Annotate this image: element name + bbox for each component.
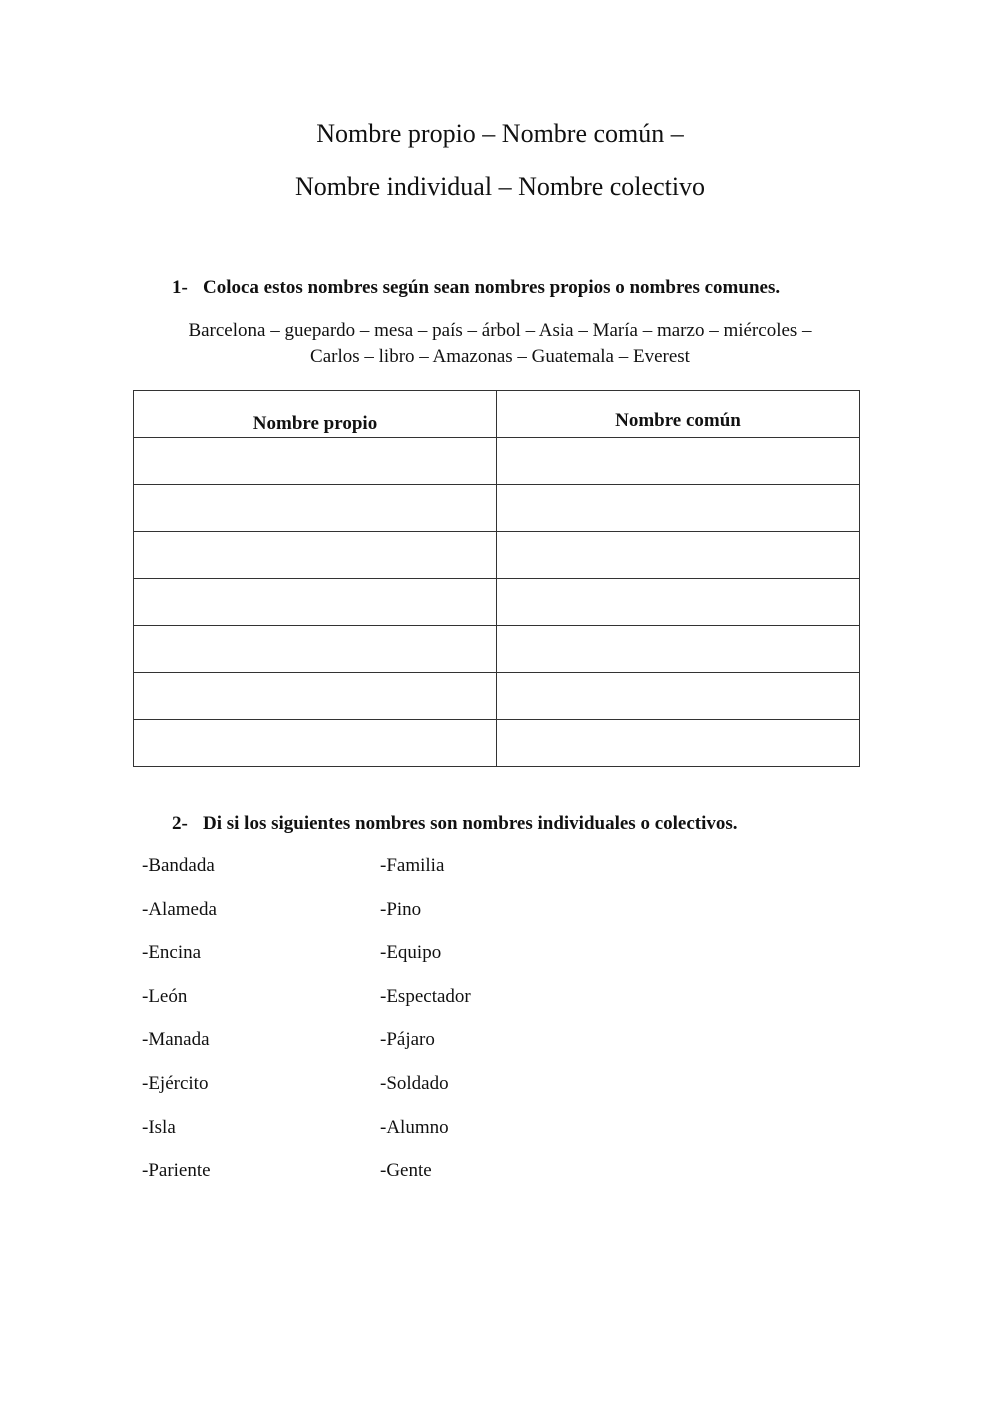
question-2-text: Di si los siguientes nombres son nombres individuales o colectivos. bbox=[203, 813, 738, 834]
answer-cell-comun[interactable] bbox=[497, 579, 860, 626]
answer-cell-comun[interactable] bbox=[497, 626, 860, 673]
question-2-number: 2- bbox=[172, 813, 188, 834]
list-item: -Bandada bbox=[142, 855, 215, 876]
table-row bbox=[134, 673, 860, 720]
list-item: -Pino bbox=[380, 898, 422, 920]
answer-cell-propio[interactable] bbox=[134, 626, 497, 673]
question-1-text: Coloca estos nombres según sean nombres propios o nombres comunes. bbox=[203, 277, 781, 298]
question-1-number: 1- bbox=[172, 277, 188, 298]
question-1-heading bbox=[172, 276, 780, 300]
list-item: -Alumno bbox=[380, 1116, 449, 1138]
word-list-left bbox=[142, 854, 217, 1203]
answer-cell-propio[interactable] bbox=[134, 720, 497, 767]
answer-cell-propio[interactable] bbox=[134, 438, 497, 485]
word-bank-line-2: Carlos – libro – Amazonas – Guatemala – Everest bbox=[310, 346, 690, 367]
answer-cell-comun[interactable] bbox=[497, 720, 860, 767]
answer-cell-comun[interactable] bbox=[497, 673, 860, 720]
table-row bbox=[134, 438, 860, 485]
question-2-heading bbox=[172, 812, 738, 836]
list-item: -Ejército bbox=[142, 1072, 209, 1094]
answer-cell-propio[interactable] bbox=[134, 579, 497, 626]
page-title-line-1: Nombre propio – Nombre común – bbox=[316, 119, 684, 148]
page-title-line-2: Nombre individual – Nombre colectivo bbox=[294, 172, 706, 201]
list-item: -Familia bbox=[380, 855, 445, 876]
answer-cell-comun[interactable] bbox=[497, 438, 860, 485]
word-bank-line-1: Barcelona – guepardo – mesa – país – árbol – Asia – María – marzo – miércoles – bbox=[188, 320, 812, 341]
list-item: -Equipo bbox=[380, 942, 442, 964]
table-row bbox=[134, 532, 860, 579]
list-item: -Pájaro bbox=[380, 1029, 435, 1051]
answer-cell-comun[interactable] bbox=[497, 485, 860, 532]
list-item: -Gente bbox=[380, 1160, 432, 1182]
table-row bbox=[134, 485, 860, 532]
classification-table bbox=[133, 390, 860, 767]
answer-cell-comun[interactable] bbox=[497, 532, 860, 579]
list-item: -Pariente bbox=[142, 1160, 211, 1182]
table-row bbox=[134, 579, 860, 626]
list-item: -León bbox=[142, 985, 188, 1007]
table-row bbox=[134, 720, 860, 767]
table-row bbox=[134, 626, 860, 673]
list-item: -Espectador bbox=[380, 985, 471, 1007]
answer-cell-propio[interactable] bbox=[134, 532, 497, 579]
header-nombre-comun: Nombre común bbox=[497, 391, 860, 438]
word-list-right bbox=[380, 854, 471, 1203]
list-item: -Soldado bbox=[380, 1072, 449, 1094]
list-item: -Encina bbox=[142, 942, 202, 964]
list-item: -Isla bbox=[142, 1116, 176, 1138]
answer-cell-propio[interactable] bbox=[134, 673, 497, 720]
header-nombre-propio: Nombre propio bbox=[134, 391, 497, 438]
list-item: -Alameda bbox=[142, 898, 217, 920]
table-header-row bbox=[134, 391, 860, 438]
answer-cell-propio[interactable] bbox=[134, 485, 497, 532]
list-item: -Manada bbox=[142, 1029, 210, 1051]
